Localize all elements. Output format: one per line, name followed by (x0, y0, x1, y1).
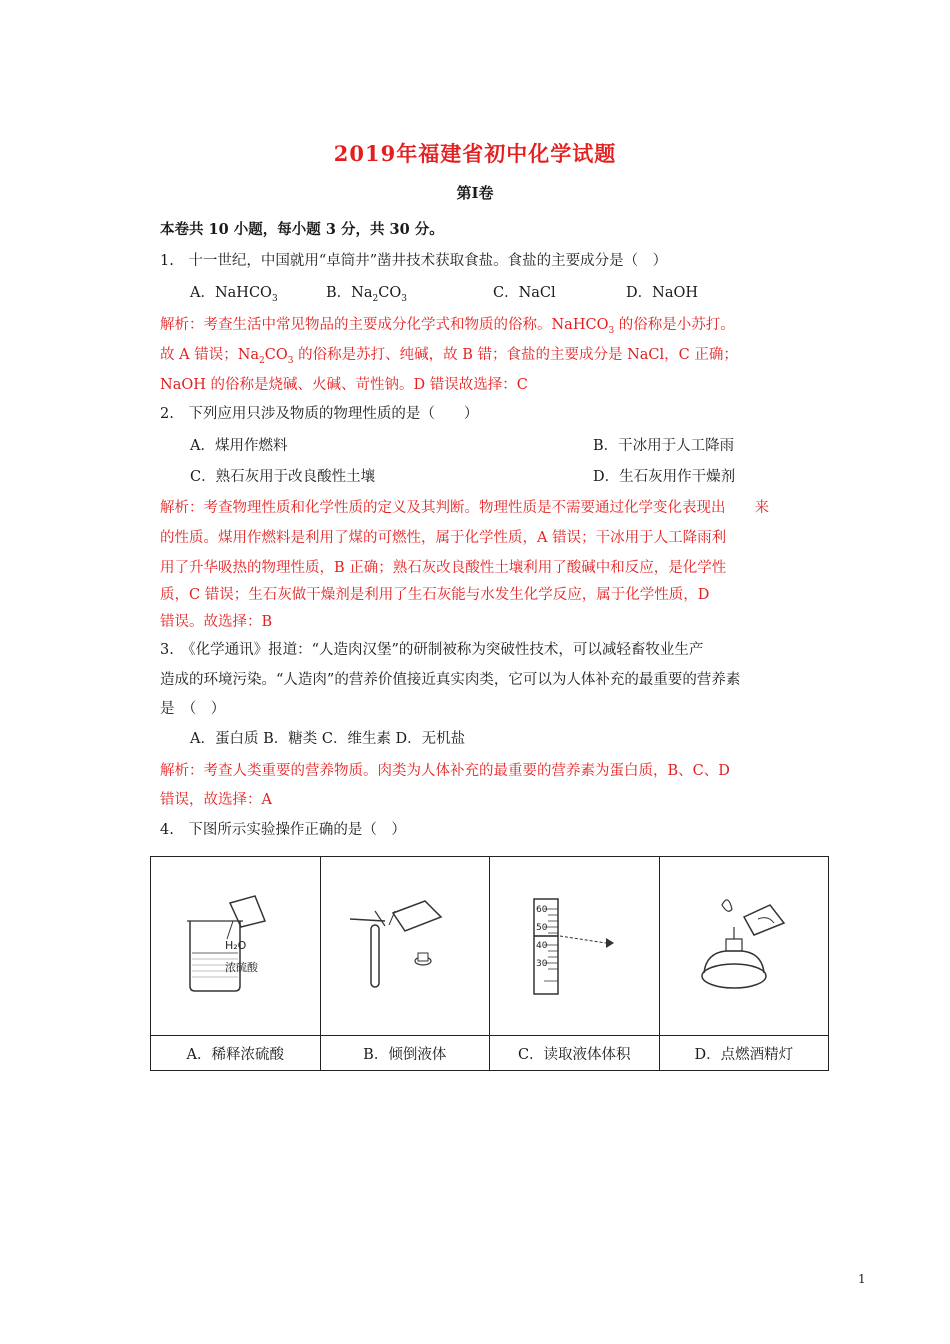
cylinder-tick-label: 30 (536, 959, 548, 969)
question-2-analysis-line: 错误。故选择：B (160, 614, 273, 630)
figure-c-cell (490, 857, 660, 1036)
figure-d-cell (659, 857, 829, 1036)
question-1-analysis-line: 解析：考查生活中常见物品的主要成分化学式和物质的俗称。NaHCO$_3$ 的俗称是小苏打。 (160, 317, 735, 336)
question-1-option-a: A．NaHCO$_3$ (190, 285, 278, 304)
question-3-options: A．蛋白质 B．糖类 C．维生素 D．无机盐 (190, 731, 466, 747)
question-2-analysis-line: 的性质。煤用作燃料是利用了煤的可燃性，属于化学性质，A 错误；干冰用于人工降雨利 (160, 530, 727, 546)
question-1-analysis-line: 故 A 错误；$Na_2CO_3$ 的俗称是苏打、纯碱，故 B 错；食盐的主要成分是 NaCl，C 正确； (160, 347, 738, 366)
figure-a-label-water: H₂O (225, 939, 247, 952)
page-number: 1 (858, 1272, 866, 1286)
question-3-stem: 是 （ ） (160, 701, 226, 717)
figure-a-label-acid: 浓硫酸 (225, 961, 259, 974)
alcohol-lamp-figure (684, 891, 804, 1001)
test-tube-pouring-figure (345, 891, 465, 1001)
question-3-stem: 3. 《化学通讯》报道：“人造肉汉堡”的研制被称为突破性技术，可以减轻畜牧业生产 (160, 642, 704, 658)
question-2-option-c: C．熟石灰用于改良酸性土壤 (190, 469, 376, 485)
question-2-stem: 2. 下列应用只涉及物质的物理性质的是（ ） (160, 406, 479, 422)
cylinder-tick-label: 50 (536, 923, 548, 933)
question-1-stem: 1. 十一世纪，中国就用“卓筒井”凿井技术获取食盐。食盐的主要成分是（ ） (160, 253, 668, 269)
question-1-option-b: B．$Na_2CO_3$ (326, 285, 407, 304)
graduated-cylinder-figure (514, 891, 634, 1001)
question-1-analysis-line: NaOH 的俗称是烧碱、火碱、苛性钠。D 错误故选择：C (160, 377, 528, 393)
question-2-analysis-line: 质，C 错误；生石灰做干燥剂是利用了生石灰能与水发生化学反应，属于化学性质，D (160, 587, 710, 603)
question-4-stem: 4. 下图所示实验操作正确的是（ ） (160, 822, 406, 838)
figure-b-cell (320, 857, 490, 1036)
cylinder-tick-label: 60 (536, 905, 548, 915)
question-2-option-b: B．干冰用于人工降雨 (593, 438, 735, 454)
figure-table (150, 856, 829, 1071)
question-2-option-a: A．煤用作燃料 (190, 438, 288, 454)
figure-b-caption: B．倾倒液体 (320, 1036, 490, 1071)
page-title: 2019年福建省初中化学试题 (333, 141, 617, 166)
section-title: 第Ⅰ卷 (456, 184, 494, 202)
question-2-option-d: D．生石灰用作干燥剂 (593, 469, 736, 485)
question-3-analysis-line: 错误，故选择：A (160, 792, 272, 808)
question-2-analysis-line: 用了升华吸热的物理性质，B 正确；熟石灰改良酸性土壤利用了酸碱中和反应，是化学性 (160, 560, 727, 576)
figure-a-cell (151, 857, 321, 1036)
beaker-pouring-figure (175, 891, 295, 1001)
figure-d-caption: D．点燃酒精灯 (659, 1036, 829, 1071)
question-2-analysis-line: 解析：考查物理性质和化学性质的定义及其判断。物理性质是不需要通过化学变化表现出 来 (160, 500, 769, 516)
figure-c-caption: C．读取液体体积 (490, 1036, 660, 1071)
figure-a-caption: A．稀释浓硫酸 (151, 1036, 321, 1071)
question-3-analysis-line: 解析：考查人类重要的营养物质。肉类为人体补充的最重要的营养素为蛋白质，B、C、D (160, 763, 730, 779)
cylinder-tick-label: 40 (536, 941, 548, 951)
question-1-option-c: C．NaCl (493, 285, 556, 301)
question-3-stem: 造成的环境污染。“人造肉”的营养价值接近真实肉类，它可以为人体补充的最重要的营养素 (160, 672, 741, 688)
section-intro: 本卷共 10 小题，每小题 3 分，共 30 分。 (160, 221, 444, 238)
question-1-option-d: D．NaOH (626, 285, 698, 301)
